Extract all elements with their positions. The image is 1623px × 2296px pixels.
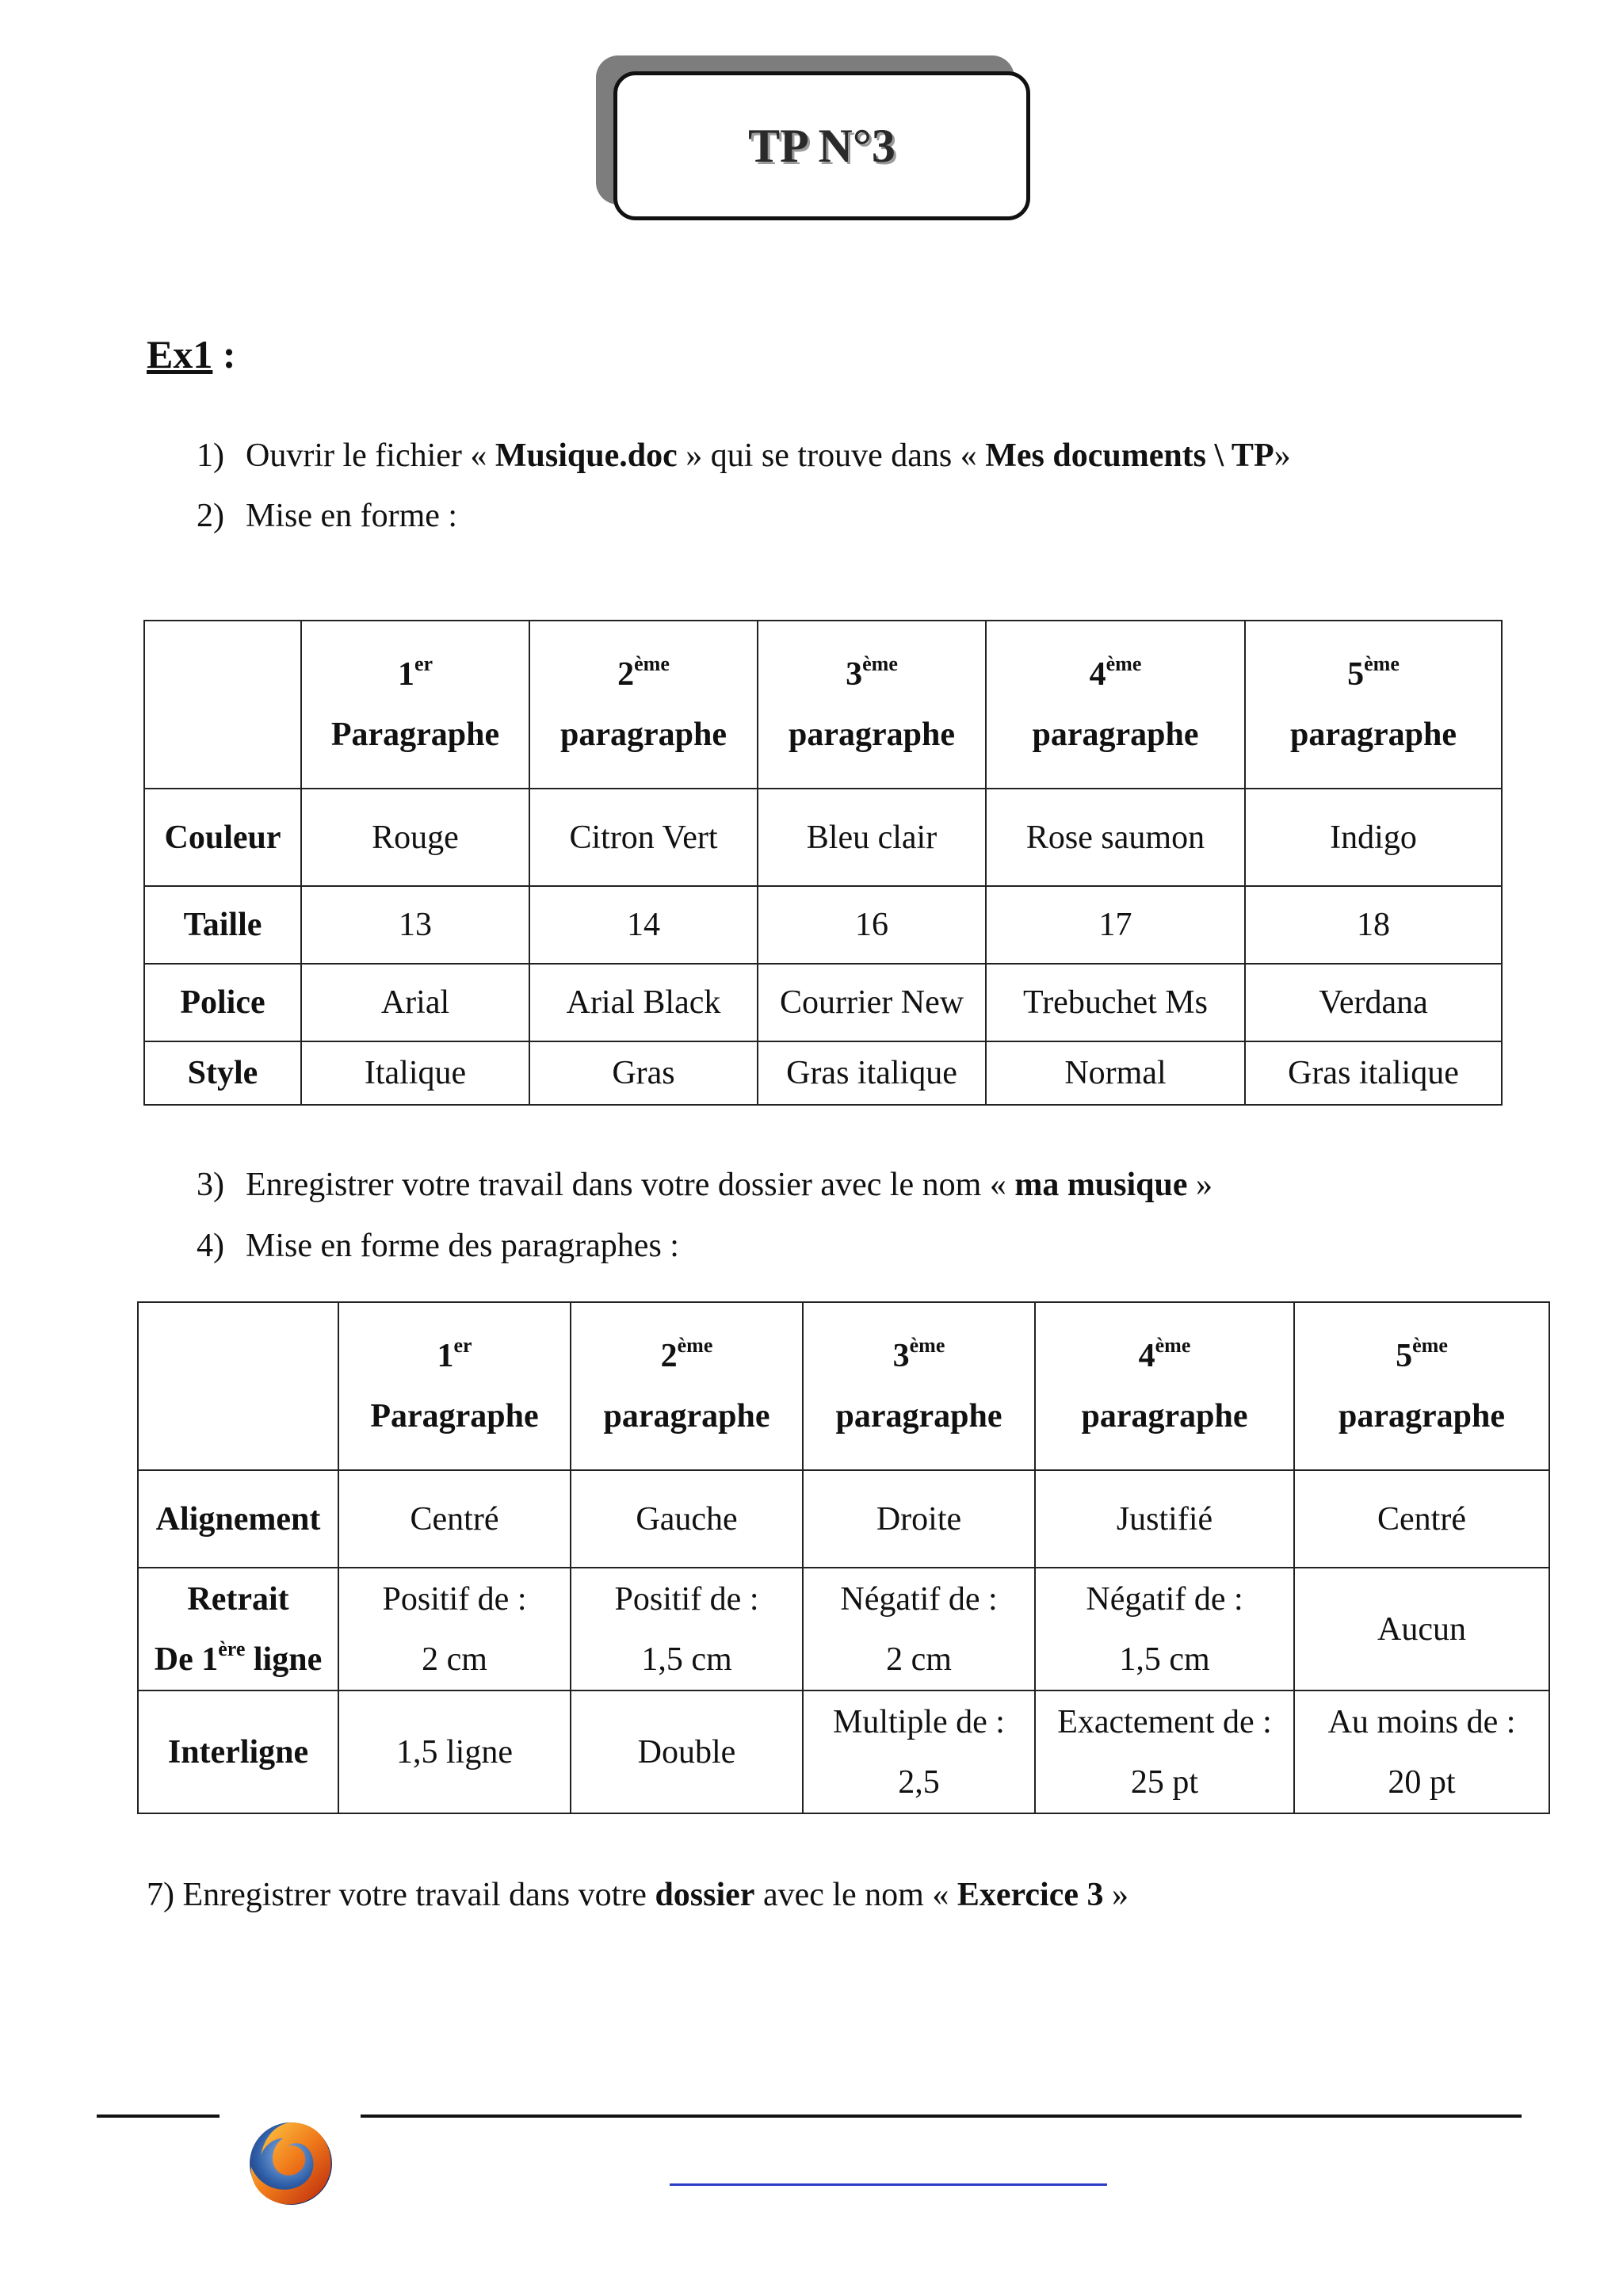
step-text: Ouvrir le fichier « — [246, 437, 495, 474]
title-box — [613, 71, 1030, 220]
table-cell: Gras italique — [758, 1041, 986, 1105]
table-cell: 18 — [1245, 886, 1502, 964]
table-cell: Négatif de : 1,5 cm — [1035, 1568, 1294, 1690]
header-cell: 4ème paragraphe — [986, 621, 1245, 789]
format-table — [143, 620, 1503, 1106]
table-cell: Exactement de : 25 pt — [1035, 1690, 1294, 1813]
save-name: ma musique — [1014, 1167, 1188, 1203]
step-text: » — [1187, 1167, 1213, 1203]
table-cell: Négatif de : 2 cm — [803, 1568, 1035, 1690]
step-text: » — [1103, 1877, 1128, 1913]
footer-rule-right — [361, 2115, 1522, 2118]
header-cell: 3ème paragraphe — [803, 1302, 1035, 1470]
table-cell: Gras — [529, 1041, 758, 1105]
step-4 — [197, 1228, 679, 1264]
step-1 — [197, 437, 1291, 474]
step-text: Enregistrer votre travail dans votre dossier avec le nom « — [246, 1167, 1015, 1203]
table-cell: Positif de : 1,5 cm — [571, 1568, 803, 1690]
table-cell: Citron Vert — [529, 789, 758, 886]
firefox-logo-icon — [242, 2115, 340, 2213]
table-cell: Italique — [301, 1041, 529, 1105]
header-cell: 3ème paragraphe — [758, 621, 986, 789]
empty-corner-cell — [144, 621, 301, 789]
table-row — [138, 1690, 1549, 1813]
table-cell: Justifié — [1035, 1470, 1294, 1568]
table-cell: Centré — [1294, 1470, 1549, 1568]
table-header-row — [144, 621, 1502, 789]
table-cell: Courrier New — [758, 964, 986, 1041]
table-cell: Droite — [803, 1470, 1035, 1568]
table-cell: Trebuchet Ms — [986, 964, 1245, 1041]
header-cell: 2ème paragraphe — [571, 1302, 803, 1470]
table-row — [144, 886, 1502, 964]
table-cell: 17 — [986, 886, 1245, 964]
table-cell: Gras italique — [1245, 1041, 1502, 1105]
table-cell: Rouge — [301, 789, 529, 886]
row-label: Couleur — [144, 789, 301, 886]
table-cell: Positif de : 2 cm — [338, 1568, 571, 1690]
table-cell: Normal — [986, 1041, 1245, 1105]
table-header-row — [138, 1302, 1549, 1470]
header-cell: 5ème paragraphe — [1294, 1302, 1549, 1470]
table-cell: Verdana — [1245, 964, 1502, 1041]
table-cell: Gauche — [571, 1470, 803, 1568]
table-cell: Au moins de : 20 pt — [1294, 1690, 1549, 1813]
table-cell: Centré — [338, 1470, 571, 1568]
table-cell: Aucun — [1294, 1568, 1549, 1690]
table-cell: 1,5 ligne — [338, 1690, 571, 1813]
step-text: Mise en forme : — [246, 498, 458, 534]
footer-rule-left — [97, 2115, 220, 2118]
step-text: » — [1274, 437, 1291, 474]
table-cell: Rose saumon — [986, 789, 1245, 886]
table-cell: 16 — [758, 886, 986, 964]
file-name: Musique.doc — [495, 437, 678, 474]
step-text: avec le nom « — [754, 1877, 957, 1913]
table-row — [138, 1470, 1549, 1568]
row-label: Retrait De 1ère ligne — [138, 1568, 338, 1690]
row-label: Police — [144, 964, 301, 1041]
save-name: Exercice 3 — [957, 1877, 1104, 1913]
header-cell: 1er Paragraphe — [301, 621, 529, 789]
table-row — [144, 964, 1502, 1041]
row-label: Interligne — [138, 1690, 338, 1813]
table-cell: Multiple de : 2,5 — [803, 1690, 1035, 1813]
table-row — [138, 1568, 1549, 1690]
step-number: 1) — [197, 437, 224, 474]
step-number: 2) — [197, 498, 224, 534]
exercise-label: Ex1 — [147, 332, 213, 376]
header-cell: 1er Paragraphe — [338, 1302, 571, 1470]
exercise-heading — [147, 331, 236, 377]
row-label: Taille — [144, 886, 301, 964]
table-row — [144, 1041, 1502, 1105]
table-cell: Bleu clair — [758, 789, 986, 886]
table-cell: Indigo — [1245, 789, 1502, 886]
exercise-colon: : — [212, 332, 236, 376]
row-label: Alignement — [138, 1470, 338, 1568]
step-text: » qui se trouve dans « — [677, 437, 986, 474]
table-cell: 14 — [529, 886, 758, 964]
empty-corner-cell — [138, 1302, 338, 1470]
folder-word: dossier — [655, 1877, 755, 1913]
step-7 — [147, 1877, 1128, 1913]
page-title: TP N°3 — [748, 119, 896, 172]
header-cell: 2ème paragraphe — [529, 621, 758, 789]
step-text: Mise en forme des paragraphes : — [246, 1228, 679, 1264]
step-3 — [197, 1167, 1212, 1203]
header-cell: 5ème paragraphe — [1245, 621, 1502, 789]
table-row — [144, 789, 1502, 886]
folder-path: Mes documents \ TP — [985, 437, 1274, 474]
table-cell: 13 — [301, 886, 529, 964]
step-number: 4) — [197, 1228, 224, 1264]
header-cell: 4ème paragraphe — [1035, 1302, 1294, 1470]
step-number: 3) — [197, 1167, 224, 1203]
table-cell: Double — [571, 1690, 803, 1813]
row-label: Style — [144, 1041, 301, 1105]
footer-link-underline[interactable] — [670, 2183, 1107, 2186]
paragraph-format-table — [137, 1301, 1550, 1814]
table-cell: Arial Black — [529, 964, 758, 1041]
table-cell: Arial — [301, 964, 529, 1041]
step-2 — [197, 498, 457, 534]
step-text: 7) Enregistrer votre travail dans votre — [147, 1877, 655, 1913]
